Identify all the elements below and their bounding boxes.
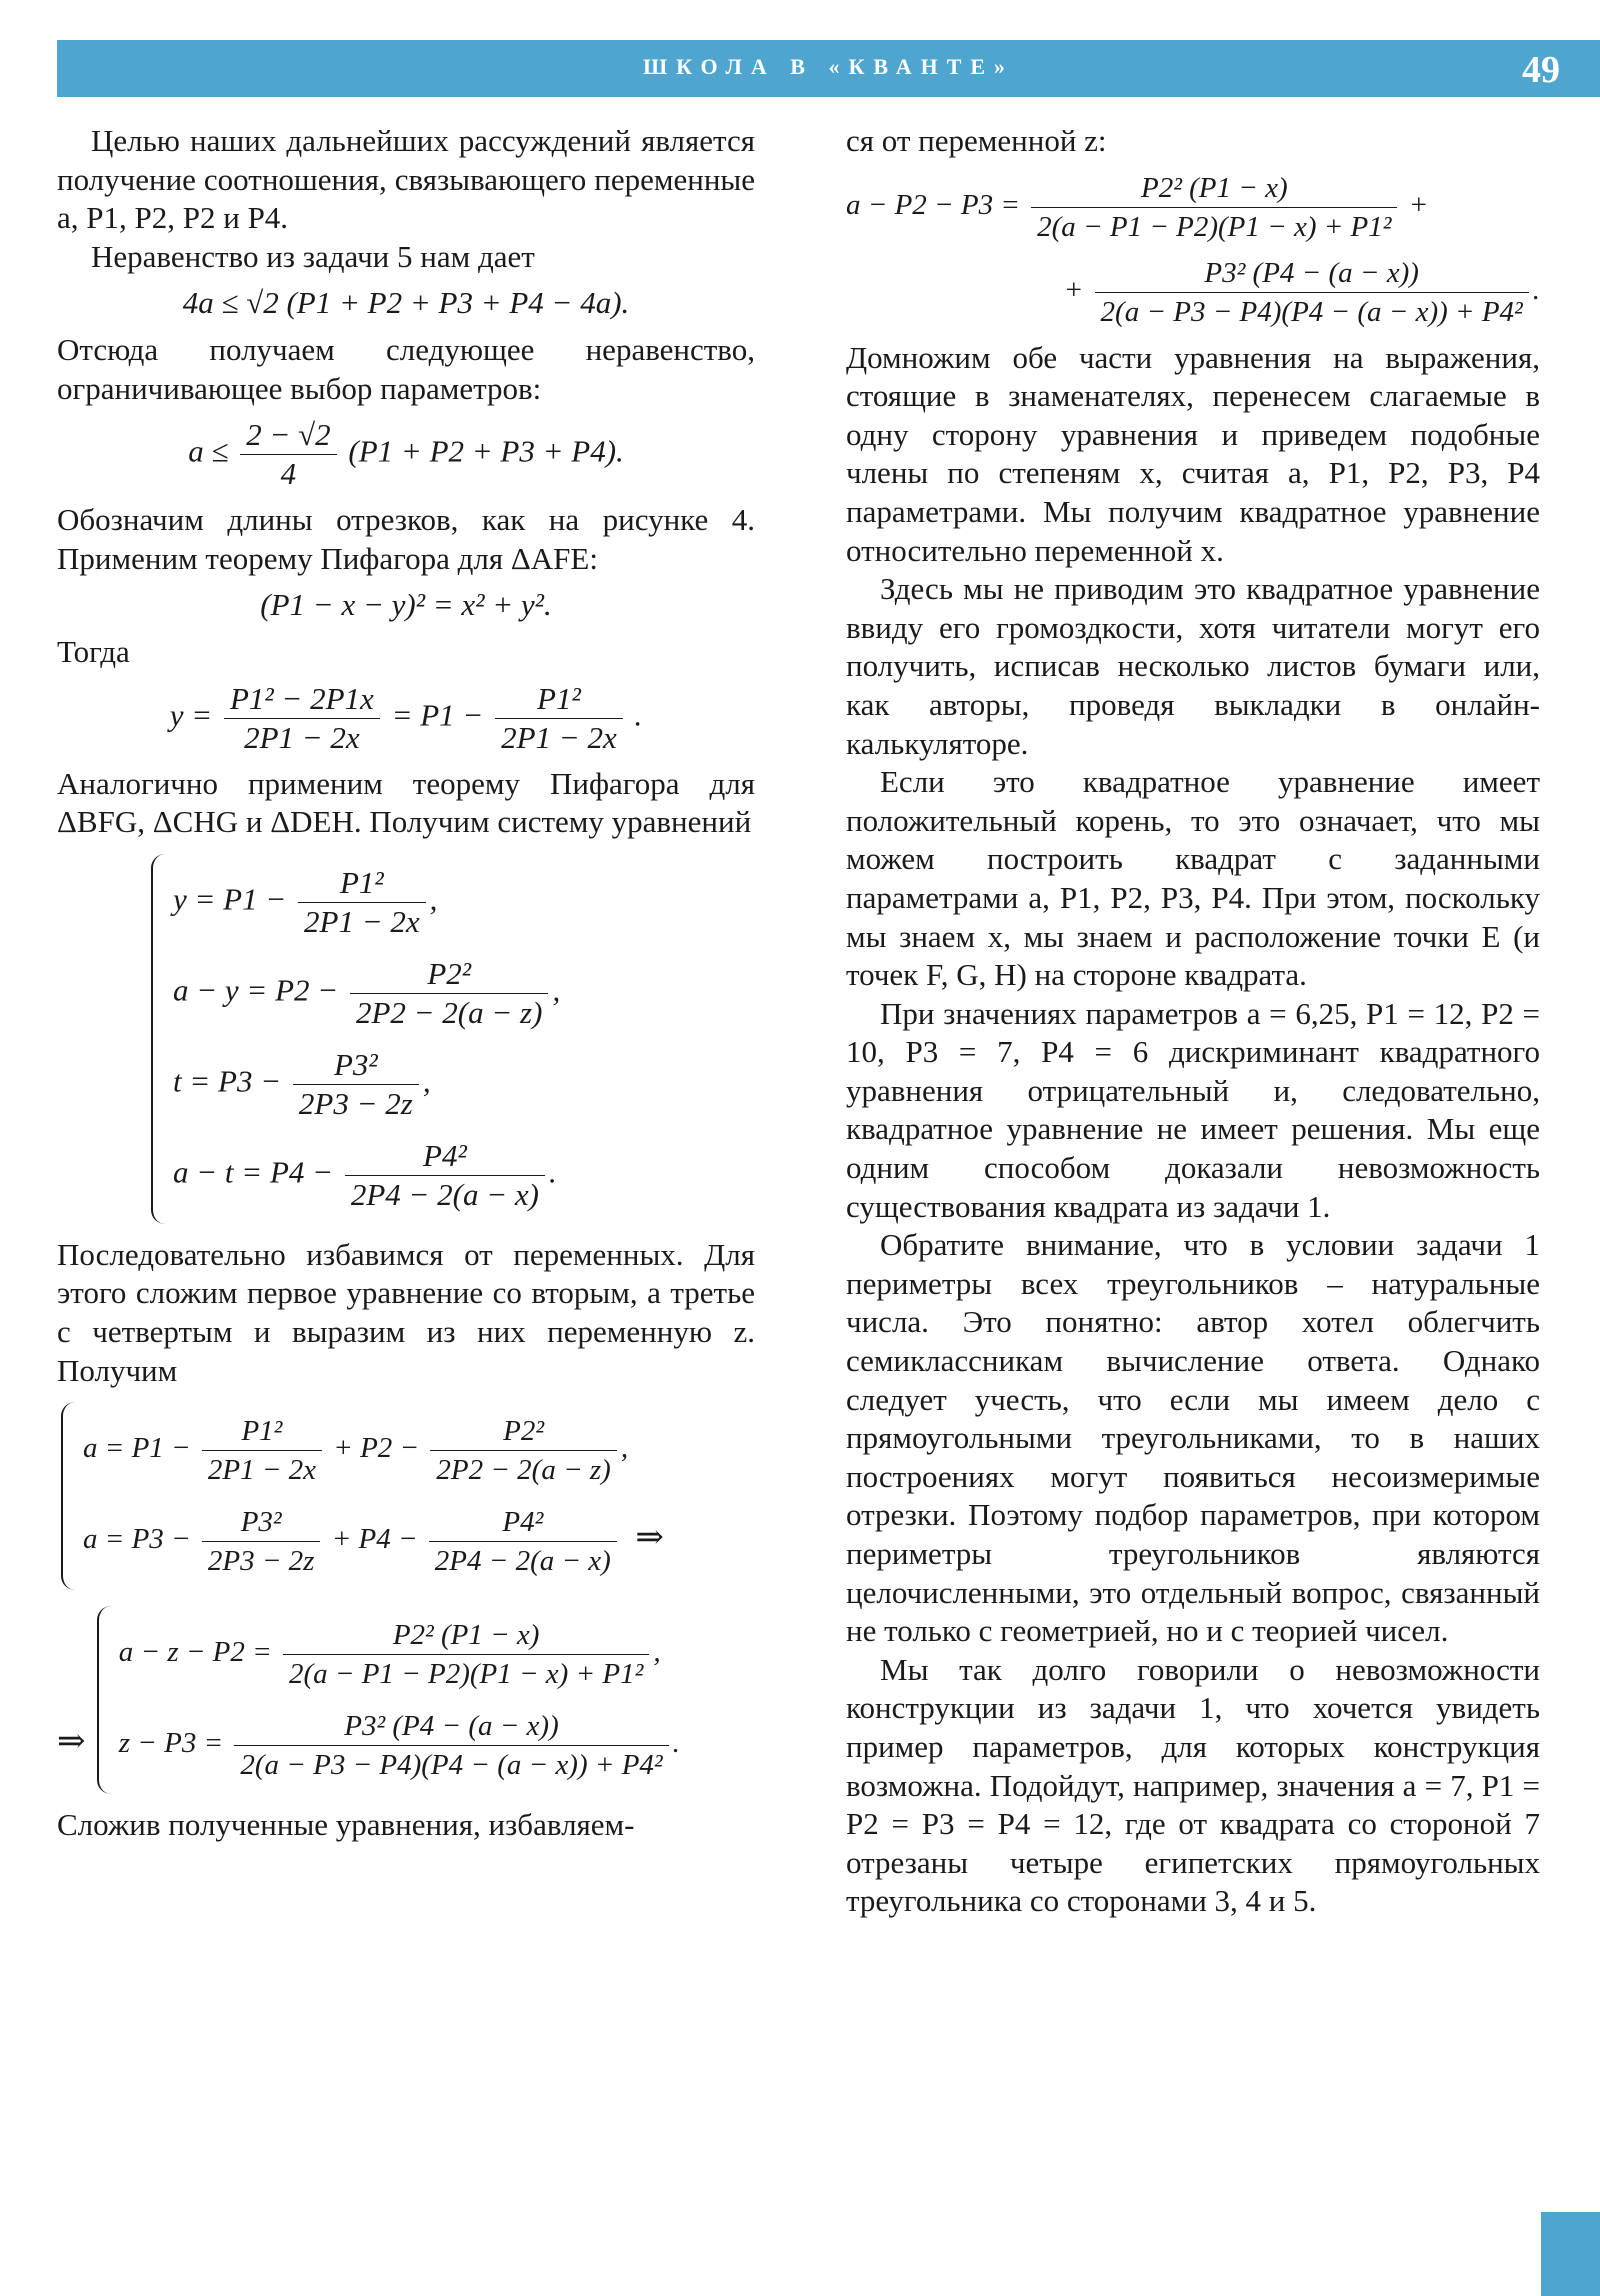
denominator: 2P1 − 2x	[207, 1454, 317, 1487]
paragraph: Мы так долго говорили о невозможности конструкции из задачи 1, что хочется увидеть пример параметров, для которых конструкция возможна. Подойдут, например, значения a = 7, P1 = P2 = P3 = P4 = 12, где от квадрата со стороной 7 отрезаны четыре египетских прямоугольных треугольника со сторонами 3, 4 и 5.	[846, 1651, 1540, 1919]
fraction	[495, 680, 623, 757]
system-brace	[57, 1398, 628, 1594]
formula-part: a ≤	[188, 433, 229, 469]
system-sum	[57, 1398, 755, 1594]
denominator: 2(a − P1 − P2)(P1 − x) + P1²	[1037, 210, 1392, 243]
denominator: 2(a − P3 − P4)(P4 − (a − x)) + P4²	[1100, 295, 1523, 328]
fraction	[202, 1503, 321, 1580]
denominator: 2P3 − 2z	[298, 1085, 413, 1121]
numerator: P1²	[298, 864, 426, 903]
paragraph: Домножим обе части уравнения на выражения, стоящие в знаменателях, перенесем слагаемые в одну сторону уравнения и приведем подобные члены по степеням x, считая a, P1, P2, P3, P4 параметрами. Мы получим квадратное уравнение относительно переменной x.	[846, 339, 1540, 568]
fraction	[234, 1707, 668, 1784]
numerator: P2²	[350, 955, 548, 994]
denominator: 2(a − P1 − P2)(P1 − x) + P1²	[288, 1658, 644, 1691]
formula-part: (P1 + P2 + P3 + P4).	[348, 433, 624, 469]
formula-combined-1	[846, 169, 1540, 246]
denominator: 2P2 − 2(a − z)	[436, 1454, 611, 1487]
formula-part: .	[634, 697, 643, 733]
formula-part: ,	[620, 1432, 629, 1465]
formula-part: z − P3 =	[118, 1727, 224, 1760]
formula-pythagoras: (P1 − x − y)² = x² + y².	[260, 587, 552, 623]
formula-bound	[57, 416, 755, 493]
formula-part: ,	[552, 972, 561, 1008]
formula-part: +	[1063, 273, 1084, 306]
denominator: 2P4 − 2(a − x)	[434, 1545, 611, 1578]
fraction	[283, 1616, 649, 1693]
fraction	[1031, 169, 1397, 246]
denominator: 2P1 − 2x	[244, 719, 360, 755]
numerator: P3²	[293, 1046, 419, 1085]
numerator: P2² (P1 − x)	[283, 1616, 649, 1655]
numerator: 2 − √2	[240, 416, 336, 455]
formula-part: y = P1 −	[173, 881, 287, 917]
formula-part: .	[549, 1154, 557, 1190]
denominator: 2P4 − 2(a − x)	[350, 1176, 539, 1212]
formula-part: ,	[422, 1063, 431, 1099]
denominator: 2P1 − 2x	[304, 903, 420, 939]
formula-part: a = P1 −	[83, 1432, 191, 1465]
numerator: P1² − 2P1x	[224, 680, 380, 719]
fraction	[1095, 254, 1529, 331]
equation-row	[173, 1137, 560, 1214]
equation-row	[173, 1046, 560, 1123]
fraction	[240, 416, 336, 493]
equation-row	[83, 1412, 628, 1489]
denominator: 2P3 − 2z	[207, 1545, 315, 1578]
numerator: P4²	[345, 1137, 545, 1176]
equation-row	[119, 1707, 680, 1784]
numerator: P3²	[202, 1503, 321, 1542]
implies-arrow: ⇒	[635, 1519, 664, 1557]
fraction	[293, 1046, 419, 1123]
numerator: P3² (P4 − (a − x))	[1095, 254, 1529, 293]
equation-row	[119, 1616, 680, 1693]
fraction	[350, 955, 548, 1032]
formula-part: .	[672, 1727, 680, 1760]
numerator: P1²	[202, 1412, 322, 1451]
formula-part: = P1 −	[391, 697, 484, 733]
paragraph: Обратите внимание, что в условии задачи 1 периметры всех треугольников – натуральные числа. Это понятно: автор хотел облегчить семиклассникам вычисление ответа. Однако следует учесть, что если мы имеем дело с прямоугольными треугольниками, то в наших построениях могут появиться несоизмеримые отрезки. Поэтому подбор параметров, при котором периметры треугольников являются целочисленными, это отдельный вопрос, связанный не только с геометрией, но и с теорией чисел.	[846, 1227, 1540, 1649]
formula-part: a − y = P2 −	[173, 972, 339, 1008]
denominator: 4	[280, 456, 297, 492]
numerator: P3² (P4 − (a − x))	[234, 1707, 668, 1746]
formula-part: a = P3 −	[83, 1523, 191, 1556]
equation-row	[83, 1503, 628, 1580]
paragraph: Последовательно избавимся от переменных. Для этого сложим первое уравнение со вторым, а третье с четвертым и выразим из них переменную z. Получим	[57, 1236, 755, 1388]
implies-arrow: ⇒	[57, 1723, 86, 1761]
paragraph: Если это квадратное уравнение имеет положительный корень, то это означает, что мы можем построить квадрат с заданными параметрами a, P1, P2, P3, P4. При этом, поскольку мы знаем x, мы знаем и расположение точки E (и точек F, G, H) на стороне квадрата.	[846, 764, 1540, 993]
paragraph: Сложив полученные уравнения, избавляем-	[57, 1807, 635, 1843]
paragraph: Целью наших дальнейших рассуждений является получение соотношения, связывающего переменные a, P1, P2, P2 и P4.	[57, 123, 755, 236]
formula-part: .	[1532, 273, 1540, 306]
fraction	[224, 680, 380, 757]
paragraph: При значениях параметров a = 6,25, P1 = 12, P2 = 10, P3 = 7, P4 = 6 дискриминант квадратного уравнения отрицательный и, следовательно, квадратное уравнение не имеет решения. Мы еще одним способом доказали невозможность существования квадрата из задачи 1.	[846, 995, 1540, 1224]
numerator: P2²	[430, 1412, 616, 1451]
numerator: P2² (P1 − x)	[1031, 169, 1397, 208]
formula-part: a − t = P4 −	[173, 1154, 334, 1190]
formula-part: ,	[429, 881, 438, 917]
formula-part: y =	[169, 697, 213, 733]
paragraph: Здесь мы не приводим это квадратное уравнение ввиду его громоздкости, хотя читатели могут его получить, исписав несколько листов бумаги или, как авторы, проведя выкладки в онлайн-калькуляторе.	[846, 571, 1540, 761]
paragraph: Аналогично применим теорему Пифагора для ΔBFG, ΔCHG и ΔDEH. Получим систему уравнений	[57, 765, 755, 840]
corner-accent-block	[1541, 2212, 1600, 2296]
formula-part: a − z − P2 =	[118, 1636, 272, 1669]
formula-combined-2	[846, 254, 1540, 331]
denominator: 2(a − P3 − P4)(P4 − (a − x)) + P4²	[240, 1749, 663, 1782]
numerator: P4²	[429, 1503, 617, 1542]
page-header	[57, 40, 1600, 97]
denominator: 2P1 − 2x	[501, 719, 617, 755]
paragraph: Неравенство из задачи 5 нам дает	[91, 238, 535, 274]
formula-part: a − P2 − P3 =	[846, 188, 1020, 221]
page-number: 49	[1522, 49, 1560, 91]
paragraph: Обозначим длины отрезков, как на рисунке 4. Применим теорему Пифагора для ΔAFE:	[57, 502, 755, 576]
formula-part: + P4 −	[331, 1523, 418, 1556]
left-column	[57, 122, 755, 1845]
paragraph: Тогда	[57, 633, 130, 669]
paragraph: ся от переменной z:	[846, 123, 1107, 158]
fraction	[345, 1137, 545, 1214]
formula-part: +	[1408, 188, 1429, 221]
fraction	[298, 864, 426, 941]
formula-inequality: 4a ≤ √2 (P1 + P2 + P3 + P4 − 4a).	[182, 285, 630, 321]
system-brace	[93, 1602, 680, 1798]
section-title: ШКОЛА В «КВАНТЕ»	[642, 54, 1015, 79]
fraction	[202, 1412, 322, 1489]
formula-part: ,	[653, 1636, 661, 1669]
equation-row	[173, 955, 560, 1032]
fraction	[429, 1503, 617, 1580]
equation-row	[173, 864, 560, 941]
numerator: P1²	[495, 680, 623, 719]
formula-y	[57, 680, 755, 757]
formula-part: + P2 −	[333, 1432, 420, 1465]
system-z	[57, 1602, 755, 1798]
denominator: 2P2 − 2(a − z)	[355, 994, 543, 1030]
system-brace	[147, 850, 560, 1228]
formula-part: t = P3 −	[173, 1063, 282, 1099]
right-column	[846, 122, 1540, 1921]
system-of-equations	[57, 850, 755, 1228]
paragraph: Отсюда получаем следующее неравенство, ограничивающее выбор параметров:	[57, 331, 755, 406]
fraction	[430, 1412, 616, 1489]
